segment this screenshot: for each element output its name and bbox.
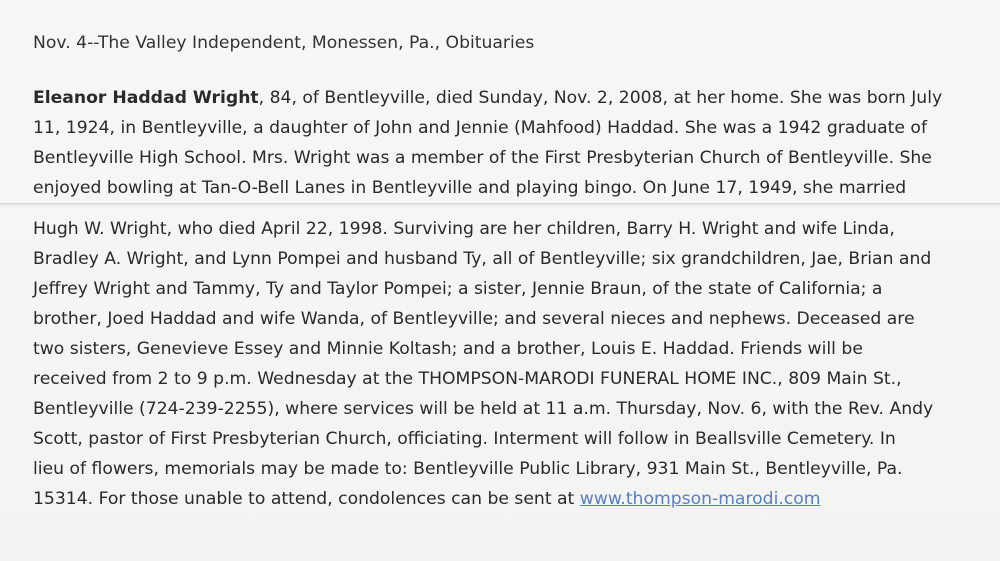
page-header: Nov. 4--The Valley Independent, Monessen, Pa., Obituaries <box>33 33 535 53</box>
obituary-line-12: Scott, pastor of First Presbyterian Church, officiating. Interment will follow in Beallsville Cemetery. In <box>33 429 896 449</box>
obituary-line-3: Bentleyville High School. Mrs. Wright was a member of the First Presbyterian Church of Bentleyville. She <box>33 148 932 168</box>
obituary-line-4: enjoyed bowling at Tan-O-Bell Lanes in Bentleyville and playing bingo. On June 17, 1949, she married <box>33 178 907 198</box>
obituary-line-6: Bradley A. Wright, and Lynn Pompei and husband Ty, all of Bentleyville; six grandchildren, Jae, Brian and <box>33 249 932 269</box>
obituary-line-13: lieu of flowers, memorials may be made to: Bentleyville Public Library, 931 Main St., Bentleyville, Pa. <box>33 459 903 479</box>
obituary-line-11: Bentleyville (724-239-2255), where services will be held at 11 a.m. Thursday, Nov. 6, with the Rev. Andy <box>33 399 934 419</box>
funeral-home-link[interactable]: www.thompson-marodi.com <box>579 489 821 509</box>
obituary-text: 15314. For those unable to attend, condolences can be sent at <box>33 489 580 509</box>
paper-fold-edge <box>0 203 1000 204</box>
obituary-line-8: brother, Joed Haddad and wife Wanda, of Bentleyville; and several nieces and nephews. Deceased are <box>33 309 915 329</box>
obituary-text: , 84, of Bentleyville, died Sunday, Nov. 2, 2008, at her home. She was born July <box>258 88 943 108</box>
deceased-name: Eleanor Haddad Wright <box>33 88 259 108</box>
obituary-line-14 <box>33 487 821 511</box>
obituary-line-9: two sisters, Genevieve Essey and Minnie Koltash; and a brother, Louis E. Haddad. Friends will be <box>33 339 863 359</box>
obituary-line-7: Jeffrey Wright and Tammy, Ty and Taylor Pompei; a sister, Jennie Braun, of the state of California; a <box>33 279 883 299</box>
obituary-line-1 <box>33 86 942 110</box>
obituary-line-5: Hugh W. Wright, who died April 22, 1998. Surviving are her children, Barry H. Wright and wife Linda, <box>33 219 895 239</box>
obituary-line-2: 11, 1924, in Bentleyville, a daughter of John and Jennie (Mahfood) Haddad. She was a 1942 graduate of <box>33 118 928 138</box>
obituary-line-10: received from 2 to 9 p.m. Wednesday at the THOMPSON-MARODI FUNERAL HOME INC., 809 Main St., <box>33 369 902 389</box>
